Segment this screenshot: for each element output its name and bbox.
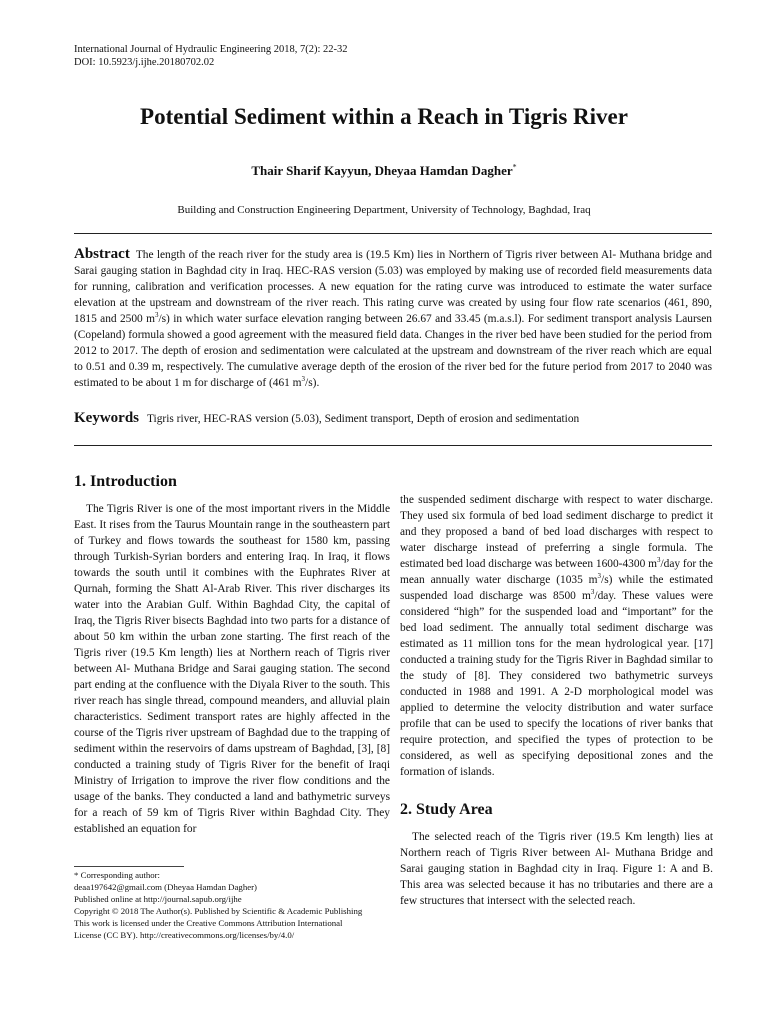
corresponding-mark: * xyxy=(512,162,517,172)
footnote-line: This work is licensed under the Creative Commons Attribution International xyxy=(74,918,343,928)
cont-text-c: /s) while the estimated suspended load discharge was 8500 m xyxy=(400,574,713,602)
journal-doi: DOI: 10.5923/j.ijhe.20180702.02 xyxy=(74,57,215,68)
journal-header xyxy=(74,43,348,69)
footnote xyxy=(74,869,390,941)
footnote-line: Copyright © 2018 The Author(s). Published by Scientific & Academic Publishing xyxy=(74,906,363,916)
keywords-label: Keywords xyxy=(74,410,139,426)
keywords-text: Tigris river, HEC-RAS version (5.03), Sediment transport, Depth of erosion and sedimentation xyxy=(147,413,580,425)
abstract-text-a: The length of the reach river for the study area is (19.5 Km) lies in Northern of Tigris river between Al- Muthana bridge and Sarai gauging station in Baghdad city in Iraq. HEC-RAS version (5.03) was employed by making use of recorded field measurements data for running, calibration and verification processes. A new equation for the rating curve was introduced to estimate the water surface elevation at the upstream and downstream of the river reach. This rating curve was created by using four flow rate scenarios (461, 890, 1815 and 2500 m xyxy=(74,249,712,325)
section-heading-study-area: 2. Study Area xyxy=(400,801,493,818)
footnote-email: deaa197642@gmail.com (Dheyaa Hamdan Dagher) xyxy=(74,882,257,892)
divider-top xyxy=(74,233,712,234)
cont-sup3: 3 xyxy=(590,588,595,597)
paper-title: Potential Sediment within a Reach in Tigris River xyxy=(140,104,628,129)
left-column xyxy=(74,474,390,837)
footnote-line: Published online at http://journal.sapub.org/ijhe xyxy=(74,894,242,904)
cont-sup1: 3 xyxy=(656,556,661,565)
affiliation: Building and Construction Engineering Department, University of Technology, Baghdad, Iraq xyxy=(177,204,591,216)
abstract xyxy=(74,246,712,391)
footnote-line: * Corresponding author: xyxy=(74,870,161,880)
cont-sup2: 3 xyxy=(597,572,602,581)
authors xyxy=(0,163,768,179)
author-names: Thair Sharif Kayyun, Dheyaa Hamdan Dagher xyxy=(251,163,513,178)
keywords xyxy=(74,410,712,427)
journal-citation: International Journal of Hydraulic Engineering 2018, 7(2): 22-32 xyxy=(74,44,348,55)
abstract-text-b: /s) in which water surface elevation ranging between 26.67 and 33.45 (m.a.s.l). For sediment transport analysis Laursen (Copeland) formula showed a good agreement with the measured field data. Changes in the river bed have been studied for the period from 2012 to 2017. The depth of erosion and sedimentation were calculated at the upstream and downstream of the river reach which are equal to 0.51 and 0.39 m, respectively. The cumulative average depth of the erosion of the river bed for the future period from 2017 to 2040 was estimated to be about 1 m for discharge of (461 m xyxy=(74,313,712,389)
abstract-sup1: 3 xyxy=(154,311,159,320)
cont-text-b: /day for the mean annually water discharge (1035 m xyxy=(400,558,713,586)
footnote-line: License (CC BY). http://creativecommons.org/licenses/by/4.0/ xyxy=(74,930,295,940)
continuation-paragraph xyxy=(400,492,713,780)
abstract-sup2: 3 xyxy=(301,375,306,384)
abstract-text-c: /s). xyxy=(305,377,320,389)
study-area-paragraph: The selected reach of the Tigris river (19.5 Km length) lies at Northern reach of Tigris River between Al- Muthana Bridge and Sarai gauging station in Baghdad city in Iraq. Figure 1: A and B. This area was selected because it has no tributaries and there are a few structures that intersect with the selected reach. xyxy=(400,831,713,907)
cont-text-a: the suspended sediment discharge with respect to water discharge. They used six formula of bed load sediment discharge to predict it and they proposed a band of bed load discharges with respect to water discharge instead of preferring a single formula. The estimated bed load discharge was between 1600-4300 m xyxy=(400,494,713,570)
right-column xyxy=(400,492,713,909)
abstract-label: Abstract xyxy=(74,246,130,262)
footnote-divider xyxy=(74,866,184,867)
divider-bottom xyxy=(74,445,712,446)
introduction-paragraph: The Tigris River is one of the most important rivers in the Middle East. It rises from the Taurus Mountain range in the southeastern part of Turkey and flows towards the southeast for 1580 km, passing through Turkish-Syrian borders and entering Iraq. In Iraq, it flows towards the south until it combines with the Euphrates River at Qurnah, forming the Shatt Al-Arab River. This river discharges its water into the Arabian Gulf. Within Baghdad City, the capital of Iraq, the Tigris River bisects Baghdad into two parts for a distance of about 50 km within the urban zone starting. The first reach of the Tigris river (19.5 Km length) lies at Northern reach of Tigris river between Al- Muthana Bridge and Sarai gauging station. The second part ending at the confluence with the Diyala River to the south. This river reach has single thread, compound meanders, and alluvial plain characteristics. Sediment transport rates are highly affected in the course of the Tigris river upstream of Baghdad due to the trapping of sediment within the reservoirs of dams upstream of Baghdad, [3], [8] conducted a training study of Tigris River for the benefit of Iraqi Ministry of Irrigation to improve the river flow conditions and the usage of the banks. They conducted a land and bathymetric surveys for a reach of 59 km of Tigris River within Baghdad City. They established an equation for xyxy=(74,503,390,835)
section-heading-introduction: 1. Introduction xyxy=(74,473,177,490)
cont-text-d: /day. These values were considered “high” for the suspended load and “important” for the bed load sediment. The annually total sediment discharge was estimated as 11 million tons for the mean hydrological year. [17] conducted a training study for the Tigris River in Baghdad similar to the study of [8]. They considered two bathymetric surveys conducted in 1988 and 1991. A 2-D morphological model was applied to determine the velocity distribution and water surface profile that can be used to specify the locations of river banks that require protection, and specified the types of protection to be considered, as well as specifying depositional zones and the formation of islands. xyxy=(400,590,713,778)
